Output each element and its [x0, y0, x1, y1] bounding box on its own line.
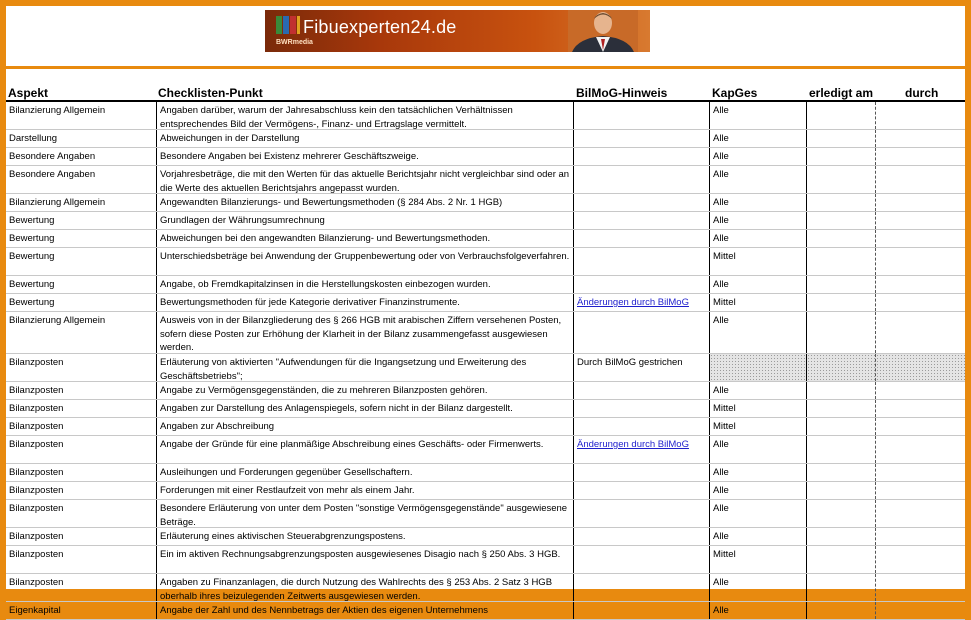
cell-erledigt[interactable] — [806, 574, 875, 601]
cell-erledigt[interactable] — [806, 354, 875, 381]
table-row — [6, 482, 965, 500]
cell-aspekt[interactable]: Bilanzierung Allgemein — [9, 315, 106, 326]
table-row — [6, 230, 965, 248]
table-row — [6, 354, 965, 382]
cell-punkt[interactable]: Besondere Angaben bei Existenz mehrerer Geschäftszweige. — [156, 148, 573, 165]
brand-title: Fibuexperten24.de — [303, 17, 457, 37]
cell-erledigt[interactable] — [806, 602, 875, 619]
cell-punkt[interactable]: Angabe, ob Fremdkapitalzinsen in die Herstellungskosten einbezogen wurden. — [156, 276, 573, 293]
cell-aspekt[interactable]: Bilanzposten — [9, 421, 64, 432]
table-row — [6, 276, 965, 294]
cell-durch[interactable] — [875, 212, 965, 229]
cell-bilmog[interactable] — [573, 312, 709, 353]
cell-durch[interactable] — [875, 382, 965, 399]
cell-durch[interactable] — [875, 436, 965, 463]
cell-kapges[interactable]: Alle — [709, 574, 806, 601]
column-header-bilmog[interactable]: BilMoG-Hinweis — [576, 86, 668, 100]
cell-aspekt[interactable]: Bewertung — [9, 215, 55, 226]
cell-punkt[interactable]: Angabe der Zahl und des Nennbetrags der Aktien des eigenen Unternehmens — [156, 602, 573, 619]
cell-punkt[interactable]: Ausleihungen und Forderungen gegenüber Gesellschaftern. — [156, 464, 573, 481]
table-row — [6, 312, 965, 354]
cell-erledigt[interactable] — [806, 546, 875, 573]
cell-bilmog[interactable] — [573, 102, 709, 129]
cell-aspekt[interactable]: Bilanzposten — [9, 549, 64, 560]
cell-bilmog[interactable] — [573, 528, 709, 545]
bilmog-link[interactable]: Änderungen durch BilMoG — [577, 439, 689, 450]
cell-durch[interactable] — [875, 464, 965, 481]
table-row — [6, 248, 965, 276]
cell-durch[interactable] — [875, 602, 965, 619]
logo-bar-icon — [297, 16, 300, 34]
cell-aspekt[interactable]: Eigenkapital — [9, 605, 61, 616]
cell-durch[interactable] — [875, 148, 965, 165]
cell-bilmog[interactable] — [573, 482, 709, 499]
cell-aspekt[interactable]: Bewertung — [9, 279, 55, 290]
cell-punkt[interactable]: Angewandten Bilanzierungs- und Bewertungsmethoden (§ 284 Abs. 2 Nr. 1 HGB) — [156, 194, 573, 211]
cell-bilmog[interactable] — [573, 400, 709, 417]
cell-durch[interactable] — [875, 482, 965, 499]
cell-bilmog[interactable] — [573, 436, 709, 463]
cell-bilmog[interactable] — [573, 276, 709, 293]
table-row — [6, 148, 965, 166]
table-header — [6, 84, 965, 102]
cell-bilmog[interactable] — [573, 418, 709, 435]
cell-bilmog[interactable] — [573, 382, 709, 399]
cell-bilmog[interactable] — [573, 464, 709, 481]
cell-erledigt[interactable] — [806, 276, 875, 293]
cell-kapges[interactable]: Mittel — [709, 418, 806, 435]
cell-kapges[interactable]: Alle — [709, 482, 806, 499]
cell-punkt[interactable]: Abweichungen bei den angewandten Bilanzierung- und Bewertungsmethoden. — [156, 230, 573, 247]
cell-punkt[interactable]: Unterschiedsbeträge bei Anwendung der Gruppenbewertung oder von Verbrauchsfolgeverfahren. — [156, 248, 573, 275]
column-header-punkt[interactable]: Checklisten-Punkt — [158, 86, 263, 100]
cell-erledigt[interactable] — [806, 500, 875, 527]
cell-kapges[interactable]: Alle — [709, 382, 806, 399]
cell-durch[interactable] — [875, 500, 965, 527]
cell-aspekt[interactable]: Bewertung — [9, 233, 55, 244]
cell-punkt[interactable]: Ausweis von in der Bilanzgliederung des § 266 HGB mit arabischen Ziffern versehenen Posten, sofern diese Posten zur Erhöhung der Klarheit in der Bilanz zusammengefasst ausgewiesen werden. — [156, 312, 573, 353]
cell-durch[interactable] — [875, 294, 965, 311]
cell-durch[interactable] — [875, 230, 965, 247]
cell-aspekt[interactable]: Bilanzposten — [9, 531, 64, 542]
cell-durch[interactable] — [875, 574, 965, 601]
cell-kapges[interactable]: Alle — [709, 130, 806, 147]
banner — [265, 10, 650, 52]
cell-bilmog[interactable] — [573, 148, 709, 165]
separator-line — [6, 66, 965, 69]
table-row — [6, 130, 965, 148]
cell-aspekt[interactable]: Bilanzposten — [9, 403, 64, 414]
table-row — [6, 382, 965, 400]
cell-bilmog[interactable] — [573, 248, 709, 275]
table-row — [6, 194, 965, 212]
cell-punkt[interactable]: Forderungen mit einer Restlaufzeit von mehr als einem Jahr. — [156, 482, 573, 499]
bilmog-link[interactable]: Änderungen durch BilMoG — [577, 297, 689, 308]
cell-bilmog[interactable] — [573, 294, 709, 311]
cell-aspekt[interactable]: Bilanzposten — [9, 503, 64, 514]
cell-kapges[interactable]: Alle — [709, 276, 806, 293]
cell-erledigt[interactable] — [806, 166, 875, 193]
cell-kapges[interactable]: Mittel — [709, 294, 806, 311]
cell-durch[interactable] — [875, 276, 965, 293]
cell-kapges[interactable]: Alle — [709, 312, 806, 353]
cell-erledigt[interactable] — [806, 482, 875, 499]
column-header-erledigt[interactable]: erledigt am — [809, 86, 874, 100]
cell-erledigt[interactable] — [806, 400, 875, 417]
cell-durch[interactable] — [875, 400, 965, 417]
cell-durch[interactable] — [875, 194, 965, 211]
cell-kapges[interactable]: Mittel — [709, 248, 806, 275]
cell-aspekt[interactable]: Bilanzposten — [9, 357, 64, 368]
table-row — [6, 102, 965, 130]
table-row — [6, 436, 965, 464]
cell-punkt[interactable]: Besondere Erläuterung von unter dem Posten "sonstige Vermögensgegenstände" ausgewiesene Beträge. — [156, 500, 573, 527]
cell-bilmog[interactable] — [573, 166, 709, 193]
table-row — [6, 546, 965, 574]
cell-kapges[interactable] — [709, 354, 806, 381]
column-header-durch[interactable]: durch — [905, 86, 939, 100]
cell-aspekt[interactable]: Bilanzposten — [9, 439, 64, 450]
cell-punkt[interactable]: Ein im aktiven Rechnungsabgrenzungsposten ausgewiesenes Disagio nach § 250 Abs. 3 HGB. — [156, 546, 573, 573]
cell-kapges[interactable]: Alle — [709, 148, 806, 165]
table-row — [6, 602, 965, 620]
cell-aspekt[interactable]: Bilanzposten — [9, 385, 64, 396]
cell-erledigt[interactable] — [806, 312, 875, 353]
logo-bar-icon — [276, 16, 282, 34]
cell-bilmog[interactable] — [573, 230, 709, 247]
table-body — [6, 102, 965, 620]
cell-punkt[interactable]: Bewertungsmethoden für jede Kategorie derivativer Finanzinstrumente. — [156, 294, 573, 311]
cell-punkt[interactable]: Angaben zu Finanzanlagen, die durch Nutzung des Wahlrechts des § 253 Abs. 2 Satz 3 HGB oberhalb ihres beizulegenden Zeitwerts ausgewiesen werden. — [156, 574, 573, 601]
table-row — [6, 294, 965, 312]
column-header-aspekt[interactable]: Aspekt — [8, 86, 49, 100]
table-row — [6, 500, 965, 528]
cell-punkt[interactable]: Angaben zur Abschreibung — [156, 418, 573, 435]
cell-erledigt[interactable] — [806, 248, 875, 275]
cell-kapges[interactable]: Mittel — [709, 546, 806, 573]
cell-kapges[interactable]: Alle — [709, 194, 806, 211]
cell-aspekt[interactable]: Darstellung — [9, 133, 58, 144]
table-row — [6, 528, 965, 546]
cell-punkt[interactable]: Grundlagen der Währungsumrechnung — [156, 212, 573, 229]
cell-bilmog[interactable] — [573, 194, 709, 211]
cell-kapges[interactable]: Alle — [709, 436, 806, 463]
cell-punkt[interactable]: Angabe der Gründe für eine planmäßige Abschreibung eines Geschäfts- oder Firmenwerts. — [156, 436, 573, 463]
cell-aspekt[interactable]: Besondere Angaben — [9, 151, 96, 162]
cell-erledigt[interactable] — [806, 130, 875, 147]
cell-aspekt[interactable]: Bilanzposten — [9, 485, 64, 496]
table-row — [6, 166, 965, 194]
cell-durch[interactable] — [875, 102, 965, 129]
cell-kapges[interactable]: Alle — [709, 212, 806, 229]
cell-durch[interactable] — [875, 528, 965, 545]
cell-kapges[interactable]: Alle — [709, 102, 806, 129]
cell-punkt[interactable]: Abweichungen in der Darstellung — [156, 130, 573, 147]
cell-punkt[interactable]: Erläuterung eines aktivischen Steuerabgrenzungspostens. — [156, 528, 573, 545]
cell-erledigt[interactable] — [806, 436, 875, 463]
cell-durch[interactable] — [875, 130, 965, 147]
cell-durch[interactable] — [875, 418, 965, 435]
cell-punkt[interactable]: Angaben zur Darstellung des Anlagenspiegels, sofern nicht in der Bilanz dargestellt. — [156, 400, 573, 417]
table-row — [6, 400, 965, 418]
cell-durch[interactable] — [875, 312, 965, 353]
cell-aspekt[interactable]: Bilanzierung Allgemein — [9, 197, 106, 208]
cell-durch[interactable] — [875, 546, 965, 573]
cell-punkt[interactable]: Angabe zu Vermögensgegenständen, die zu mehreren Bilanzposten gehören. — [156, 382, 573, 399]
cell-erledigt[interactable] — [806, 382, 875, 399]
cell-kapges[interactable]: Mittel — [709, 400, 806, 417]
cell-bilmog[interactable] — [573, 130, 709, 147]
cell-durch[interactable] — [875, 248, 965, 275]
cell-aspekt[interactable]: Bilanzierung Allgemein — [9, 105, 106, 116]
cell-erledigt[interactable] — [806, 528, 875, 545]
cell-kapges[interactable]: Alle — [709, 528, 806, 545]
cell-punkt[interactable]: Erläuterung von aktivierten "Aufwendungen für die Ingangsetzung und Erweiterung des Geschäftsbetriebs"; — [156, 354, 573, 381]
cell-kapges[interactable]: Alle — [709, 464, 806, 481]
cell-erledigt[interactable] — [806, 294, 875, 311]
cell-erledigt[interactable] — [806, 102, 875, 129]
table-row — [6, 574, 965, 602]
cell-bilmog[interactable] — [573, 574, 709, 601]
cell-bilmog[interactable]: Durch BilMoG gestrichen — [573, 354, 709, 381]
cell-bilmog[interactable] — [573, 602, 709, 619]
cell-bilmog[interactable] — [573, 500, 709, 527]
cell-erledigt[interactable] — [806, 194, 875, 211]
cell-kapges[interactable]: Alle — [709, 230, 806, 247]
cell-aspekt[interactable]: Besondere Angaben — [9, 169, 96, 180]
cell-kapges[interactable]: Alle — [709, 500, 806, 527]
cell-aspekt[interactable]: Bewertung — [9, 251, 55, 262]
cell-erledigt[interactable] — [806, 230, 875, 247]
cell-kapges[interactable]: Alle — [709, 166, 806, 193]
column-header-kapges[interactable]: KapGes — [712, 86, 758, 100]
person-photo-icon — [568, 10, 638, 52]
cell-aspekt[interactable]: Bewertung — [9, 297, 55, 308]
table-row — [6, 212, 965, 230]
cell-kapges[interactable]: Alle — [709, 602, 806, 619]
table-row — [6, 464, 965, 482]
logo-bar-icon — [290, 16, 296, 34]
cell-aspekt[interactable]: Bilanzposten — [9, 577, 64, 588]
brand-subtitle: BWRmedia — [276, 39, 313, 46]
spreadsheet-sheet — [6, 6, 965, 616]
cell-erledigt[interactable] — [806, 212, 875, 229]
cell-durch[interactable] — [875, 354, 965, 381]
table-row — [6, 418, 965, 436]
cell-erledigt[interactable] — [806, 418, 875, 435]
cell-punkt[interactable]: Vorjahresbeträge, die mit den Werten für das aktuelle Berichtsjahr nicht vergleichbar sind oder an die Werte des aktuellen Berichtsjahrs angepasst wurden. — [156, 166, 573, 193]
cell-bilmog[interactable] — [573, 546, 709, 573]
cell-punkt[interactable]: Angaben darüber, warum der Jahresabschluss kein den tatsächlichen Verhältnissen entsprechendes Bild der Vermögens-, Finanz- und Ertragslage vermittelt. — [156, 102, 573, 129]
cell-bilmog[interactable] — [573, 212, 709, 229]
logo-bar-icon — [283, 16, 289, 34]
cell-durch[interactable] — [875, 166, 965, 193]
cell-erledigt[interactable] — [806, 464, 875, 481]
cell-erledigt[interactable] — [806, 148, 875, 165]
cell-aspekt[interactable]: Bilanzposten — [9, 467, 64, 478]
